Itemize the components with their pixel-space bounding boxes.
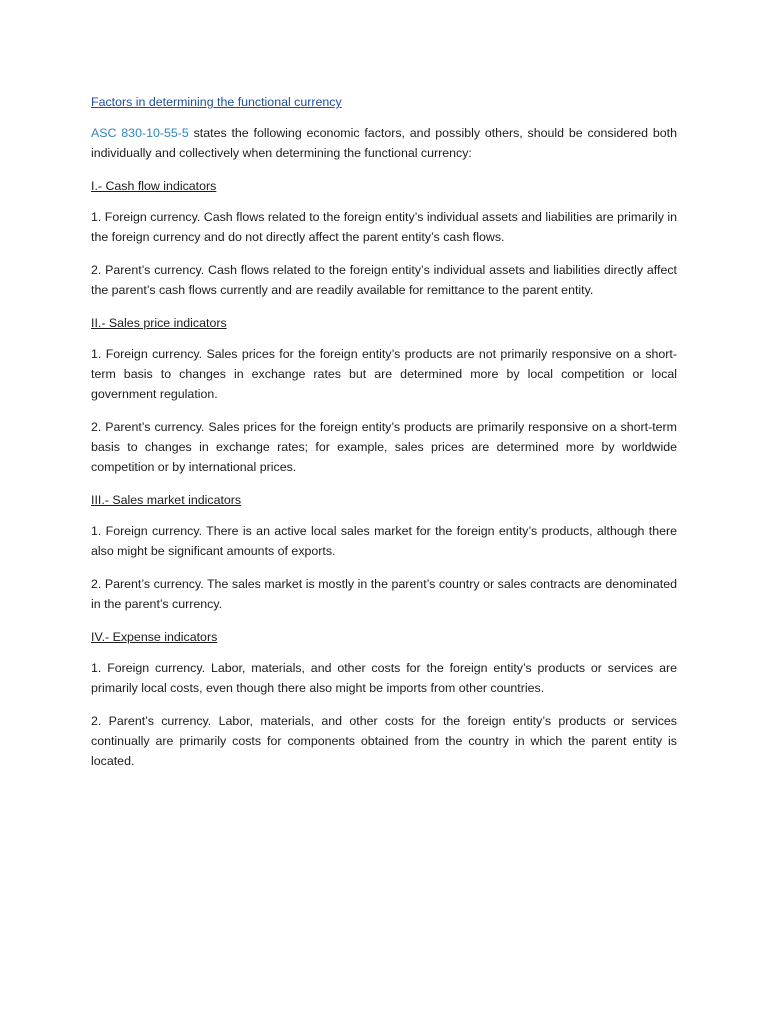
sales-price-foreign-paragraph: 1. Foreign currency. Sales prices for the foreign entity’s products are not primarily responsive on a short-term basis to changes in exchange rates but are determined more by local competition or local government regulation. bbox=[91, 347, 677, 401]
document-title: Factors in determining the functional currency bbox=[91, 95, 342, 109]
sales-market-foreign-paragraph: 1. Foreign currency. There is an active local sales market for the foreign entity’s products, although there also might be significant amounts of exports. bbox=[91, 524, 677, 558]
asc-reference: ASC 830-10-55-5 bbox=[91, 126, 189, 140]
expense-parent-paragraph: 2. Parent’s currency. Labor, materials, and other costs for the foreign entity’s products or services continually are primarily costs for components obtained from the country in which the parent entity is located. bbox=[91, 714, 677, 768]
sales-market-parent-paragraph: 2. Parent’s currency. The sales market is mostly in the parent’s country or sales contracts are denominated in the parent’s currency. bbox=[91, 577, 677, 611]
section-heading-expense: IV.- Expense indicators bbox=[91, 630, 218, 644]
expense-foreign-paragraph: 1. Foreign currency. Labor, materials, and other costs for the foreign entity’s products or services are primarily local costs, even though there also might be imports from other countries. bbox=[91, 661, 677, 695]
intro-paragraph bbox=[91, 123, 677, 163]
cash-flow-foreign-paragraph: 1. Foreign currency. Cash flows related to the foreign entity’s individual assets and liabilities are primarily in the foreign currency and do not directly affect the parent entity’s cash flows. bbox=[91, 210, 677, 244]
section-heading-sales-market: III.- Sales market indicators bbox=[91, 493, 242, 507]
sales-price-parent-paragraph: 2. Parent’s currency. Sales prices for the foreign entity’s products are primarily responsive on a short-term basis to changes in exchange rates; for example, sales prices are determined more by worldwide competition or by international prices. bbox=[91, 420, 677, 474]
section-heading-sales-price: II.- Sales price indicators bbox=[91, 316, 227, 330]
intro-text: states the following economic factors, and possibly others, should be considered both individually and collectively when determining the functional currency: bbox=[91, 126, 677, 160]
section-heading-cash-flow: I.- Cash flow indicators bbox=[91, 179, 217, 193]
document-page bbox=[91, 92, 677, 784]
cash-flow-parent-paragraph: 2. Parent’s currency. Cash flows related to the foreign entity’s individual assets and liabilities directly affect the parent’s cash flows currently and are readily available for remittance to the parent entity. bbox=[91, 263, 677, 297]
